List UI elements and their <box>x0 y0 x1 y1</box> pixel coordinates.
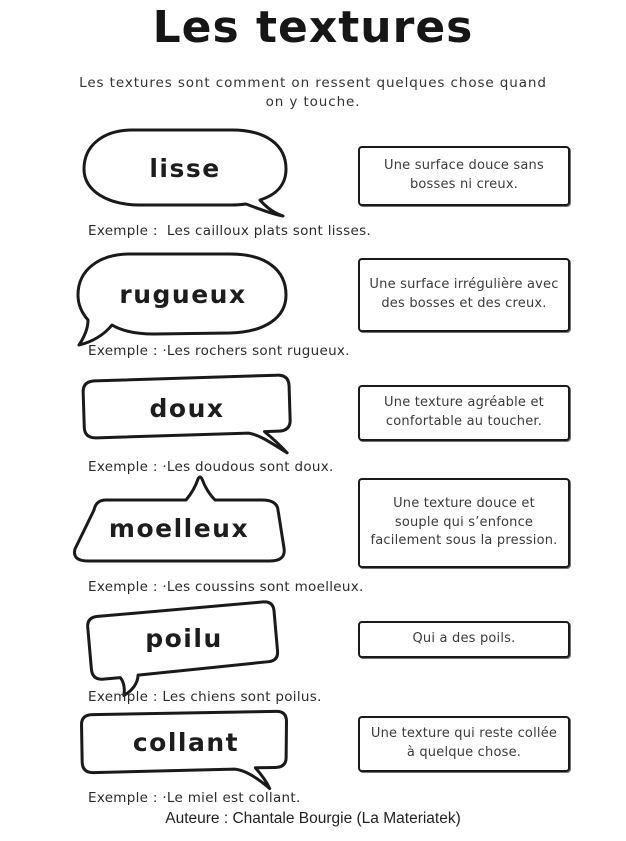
definition-text: Une texture douce et souple qui s’enfonce facilement sous la pression. <box>370 495 558 549</box>
definition-box <box>358 385 570 441</box>
footer-credit: Auteure : Chantale Bourgie (La Materiatek) <box>165 810 461 827</box>
definition-text: Une texture agréable et confortable au toucher. <box>384 395 544 429</box>
definition-box <box>358 716 570 772</box>
subtitle-line-1: Les textures sont comment on ressent quelques chose quand <box>79 75 547 91</box>
example-text: Exemple : Les chiens sont poilus. <box>88 689 322 705</box>
page-subtitle <box>0 74 626 112</box>
definition-box <box>358 621 570 658</box>
example-text: Exemple : ·Les coussins sont moelleux. <box>88 579 364 595</box>
example-text: Exemple : ·Les rochers sont rugueux. <box>88 343 350 359</box>
definition-text: Une surface irrégulière avec des bosses et des creux. <box>369 277 559 311</box>
definition-box <box>358 146 570 206</box>
example-text: Exemple : Les cailloux plats sont lisses. <box>88 223 372 239</box>
texture-word: doux <box>149 393 225 423</box>
subtitle-line-2: on y touche. <box>265 94 361 110</box>
definition-text: Une texture qui reste collée à quelque chose. <box>370 726 558 760</box>
definition-text: Qui a des poils. <box>412 631 516 647</box>
texture-word: lisse <box>149 153 221 183</box>
example-text: Exemple : ·Les doudous sont doux. <box>88 459 334 475</box>
definition-box <box>358 258 570 332</box>
texture-word: poilu <box>145 623 223 653</box>
definition-box <box>358 478 570 568</box>
page-title: Les textures <box>152 2 474 53</box>
example-text: Exemple : ·Le miel est collant. <box>88 790 301 806</box>
texture-word: rugueux <box>119 279 247 309</box>
texture-word: collant <box>132 727 240 757</box>
definition-text: Une surface douce sans bosses ni creux. <box>384 158 544 192</box>
texture-word: moelleux <box>108 513 250 543</box>
